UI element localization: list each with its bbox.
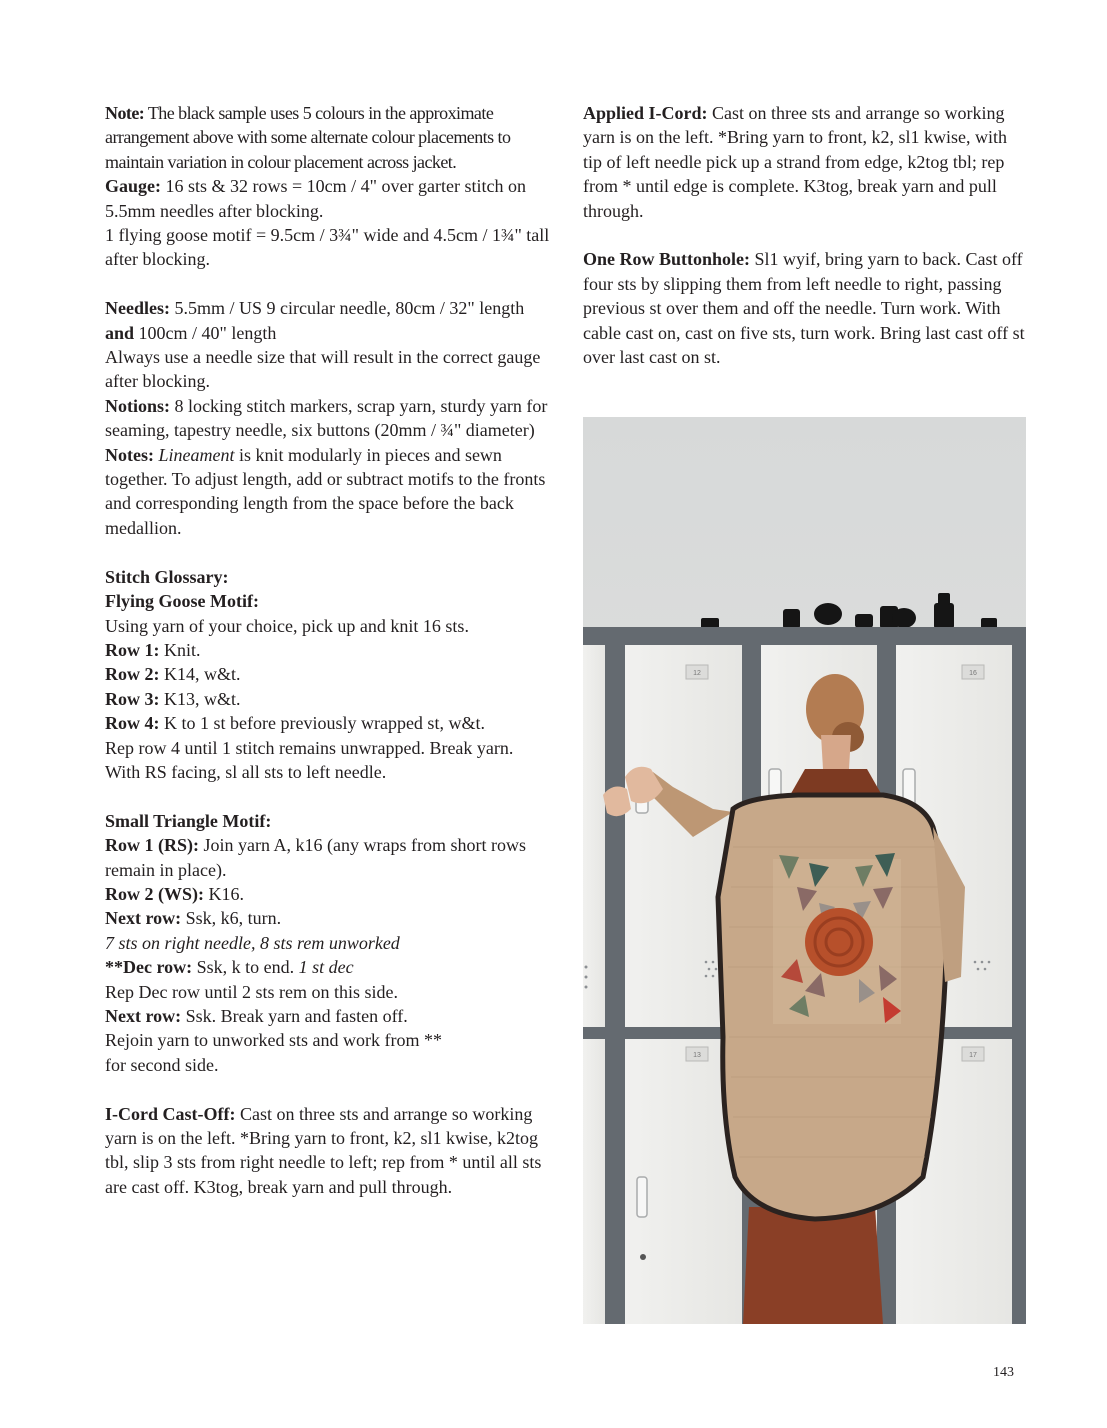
small-triangle-heading: Small Triangle Motif: [105, 810, 272, 831]
lockers-jacket-photo [583, 417, 1026, 1324]
locker-number-17: 17 [969, 1052, 977, 1059]
note-paragraph: Note: The black sample uses 5 colours in the approximate arrangement above with some alternate colour placements to maintain variation in colour placement across jacket. [105, 103, 511, 172]
needles-paragraph: Needles: 5.5mm / US 9 circular needle, 80cm / 32" length and 100cm / 40" length [105, 298, 525, 343]
glossary-heading: Stitch Glossary: [105, 566, 229, 587]
locker-number-12: 12 [693, 670, 701, 677]
locker-number-13: 13 [693, 1052, 701, 1059]
buttonhole-paragraph: One Row Buttonhole: Sl1 wyif, bring yarn to back. Cast off four sts by slipping them from left needle to right, passing previous st over them and off the needle. Turn work. With cable cast on, cast on five sts, turn work. Bring last cast off st over last cast on st. [583, 249, 1025, 368]
gauge-paragraph: Gauge: 16 sts & 32 rows = 10cm / 4" over garter stitch on 5.5mm needles after blocking. [105, 176, 526, 221]
small-triangle-rep: Rep Dec row until 2 sts rem on this side. [105, 981, 398, 1002]
small-triangle-rejoin: Rejoin yarn to unworked sts and work from ** [105, 1030, 442, 1051]
flying-goose-rep: Rep row 4 until 1 stitch remains unwrapped. Break yarn. [105, 737, 514, 758]
flying-goose-row-2: Row 2: K14, w&t. [105, 664, 241, 685]
notes-paragraph: Notes: Lineament is knit modularly in pieces and sewn together. To adjust length, add or subtract motifs to the fronts and corresponding length from the space before the back medallion. [105, 444, 546, 538]
left-column [105, 101, 557, 1199]
flying-goose-heading: Flying Goose Motif: [105, 591, 259, 612]
small-triangle-row-1: Row 1 (RS): Join yarn A, k16 (any wraps from short rows remain in place). [105, 835, 526, 880]
icord-castoff-paragraph: I-Cord Cast-Off: Cast on three sts and arrange so working yarn is on the left. *Bring yarn to front, k2, sl1 kwise, k2tog tbl, slip 3 sts from right needle to left; rep from * until all sts are cast off. K3tog, break yarn and pull through. [105, 1103, 542, 1197]
flying-goose-intro: Using yarn of your choice, pick up and knit 16 sts. [105, 615, 469, 636]
flying-goose-row-4: Row 4: K to 1 st before previously wrapped st, w&t. [105, 713, 485, 734]
flying-goose-row-3: Row 3: K13, w&t. [105, 688, 241, 709]
needle-advice: Always use a needle size that will result in the correct gauge after blocking. [105, 347, 541, 392]
right-column [583, 101, 1028, 369]
small-triangle-sts-note: 7 sts on right needle, 8 sts rem unworked [105, 932, 400, 953]
page-number: 143 [993, 1365, 1014, 1380]
notions-paragraph: Notions: 8 locking stitch markers, scrap yarn, sturdy yarn for seaming, tapestry needle, six buttons (20mm / ¾" diameter) [105, 395, 548, 441]
small-triangle-rejoin-2: for second side. [105, 1054, 219, 1075]
photo-illustration [583, 417, 1026, 1324]
locker-number-16: 16 [969, 670, 977, 677]
small-triangle-next-row: Next row: Ssk, k6, turn. [105, 908, 282, 929]
small-triangle-next-row-2: Next row: Ssk. Break yarn and fasten off. [105, 1005, 408, 1026]
applied-icord-paragraph: Applied I-Cord: Cast on three sts and arrange so working yarn is on the left. *Bring yarn to front, k2, sl1 kwise, with tip of left needle pick up a strand from edge, k2tog tbl; rep from * until edge is complete. K3tog, break yarn and pull through. [583, 103, 1007, 221]
flying-goose-end: With RS facing, sl all sts to left needle. [105, 761, 387, 782]
flying-goose-row-1: Row 1: Knit. [105, 639, 201, 660]
small-triangle-row-2: Row 2 (WS): K16. [105, 883, 244, 904]
goose-size-paragraph: 1 flying goose motif = 9.5cm / 3¾" wide and 4.5cm / 1¾" tall after blocking. [105, 225, 550, 270]
small-triangle-dec-row: **Dec row: Ssk, k to end. 1 st dec [105, 957, 354, 978]
